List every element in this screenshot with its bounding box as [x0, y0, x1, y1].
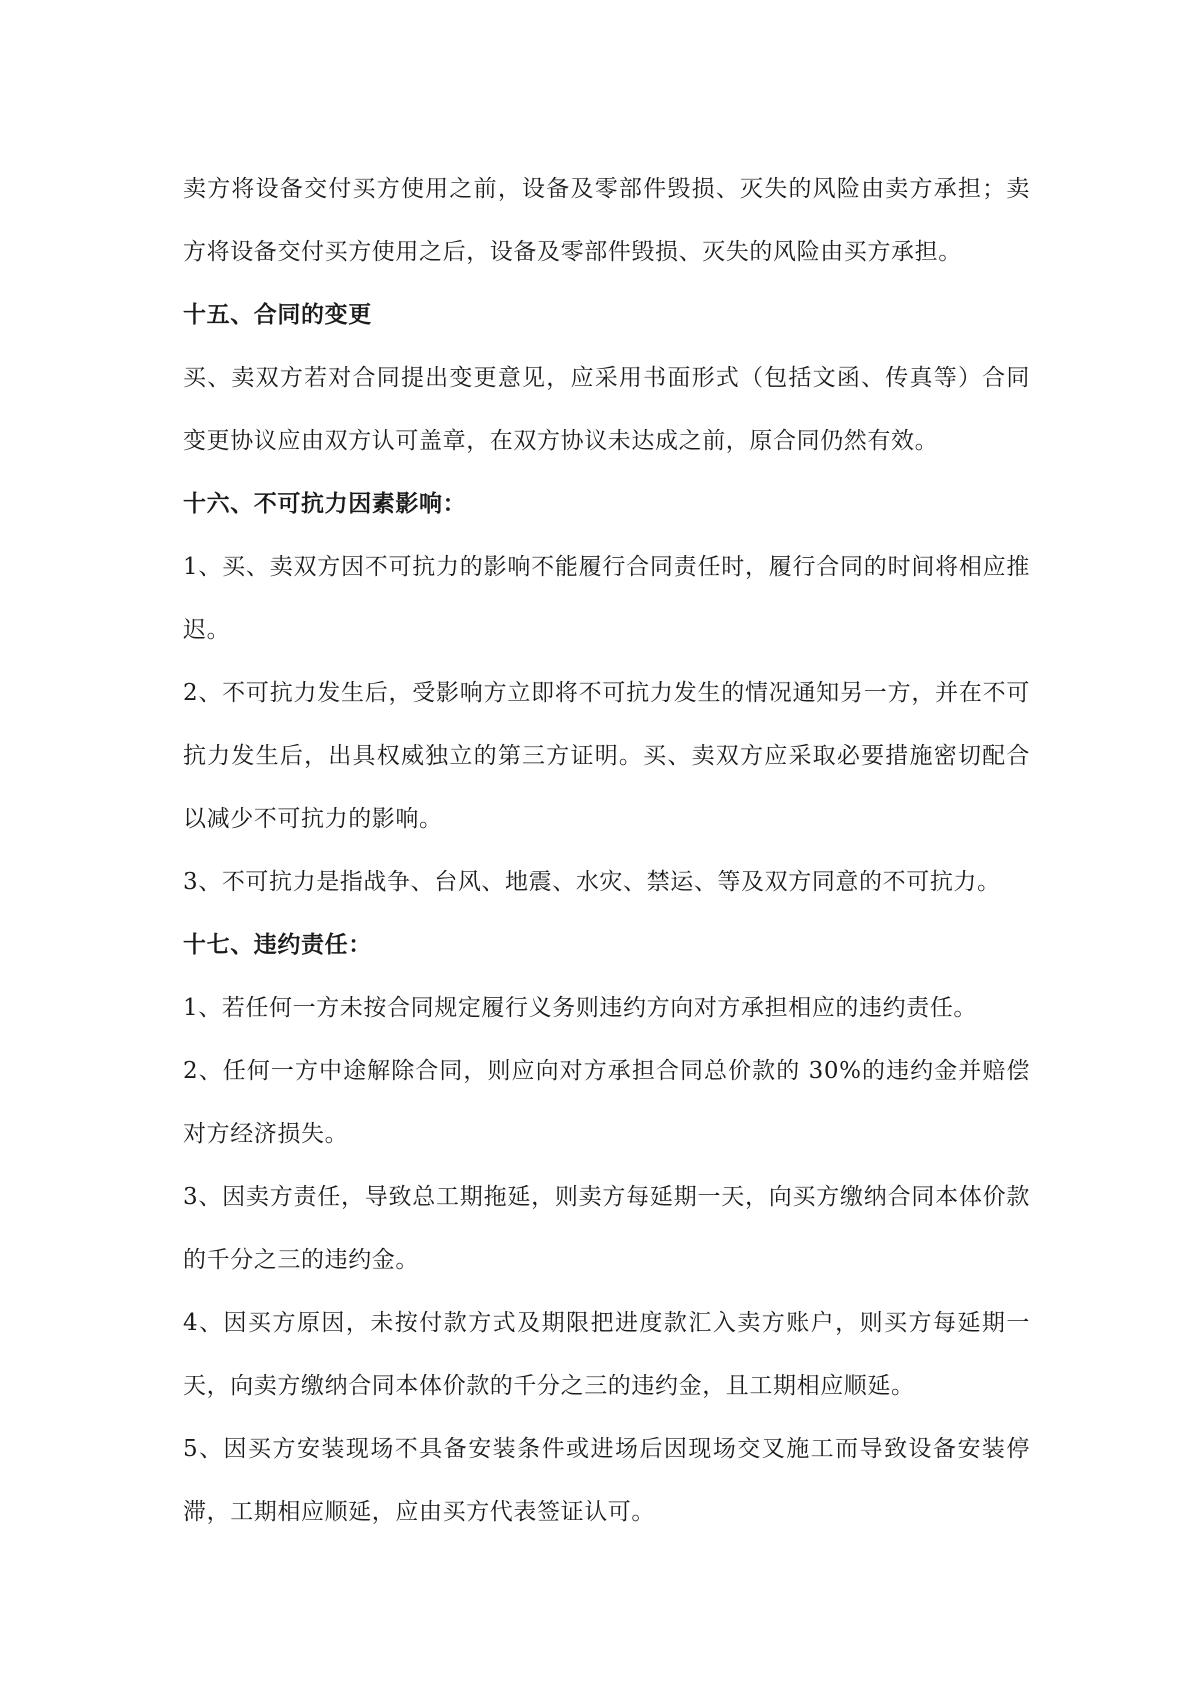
heading-breach-liability: 十七、违约责任： [183, 932, 372, 958]
paragraph-breach-4: 4、因买方原因，未按付款方式及期限把进度款汇入卖方账户，则买方每延期一天，向卖方缴纳合同本体价款的千分之三的违约金，且工期相应顺延。 [183, 1310, 1030, 1399]
paragraph-force-majeure-3: 3、不可抗力是指战争、台风、地震、水灾、禁运、等及双方同意的不可抗力。 [183, 869, 1001, 895]
paragraph-force-majeure-1: 1、买、卖双方因不可抗力的影响不能履行合同责任时，履行合同的时间将相应推迟。 [183, 554, 1030, 643]
paragraph-breach-2: 2、任何一方中途解除合同，则应向对方承担合同总价款的 30%的违约金并赔偿对方经济损失。 [183, 1058, 1030, 1147]
paragraph-force-majeure-2: 2、不可抗力发生后，受影响方立即将不可抗力发生的情况通知另一方，并在不可抗力发生后，出具权威独立的第三方证明。买、卖双方应采取必要措施密切配合以减少不可抗力的影响。 [183, 680, 1030, 832]
paragraph-risk-transfer: 卖方将设备交付买方使用之前，设备及零部件毁损、灭失的风险由卖方承担；卖方将设备交付买方使用之后，设备及零部件毁损、灭失的风险由买方承担。 [183, 176, 1030, 265]
paragraph-breach-5: 5、因买方安装现场不具备安装条件或进场后因现场交叉施工而导致设备安装停滞，工期相应顺延，应由买方代表签证认可。 [183, 1436, 1030, 1525]
paragraph-breach-1: 1、若任何一方未按合同规定履行义务则违约方向对方承担相应的违约责任。 [183, 995, 978, 1021]
heading-contract-change: 十五、合同的变更 [183, 302, 372, 328]
paragraph-contract-change: 买、卖双方若对合同提出变更意见，应采用书面形式（包括文函、传真等）合同变更协议应由双方认可盖章，在双方协议未达成之前，原合同仍然有效。 [183, 365, 1030, 454]
paragraph-breach-3: 3、因卖方责任，导致总工期拖延，则卖方每延期一天，向买方缴纳合同本体价款的千分之三的违约金。 [183, 1184, 1030, 1273]
heading-force-majeure: 十六、不可抗力因素影响： [183, 491, 467, 517]
